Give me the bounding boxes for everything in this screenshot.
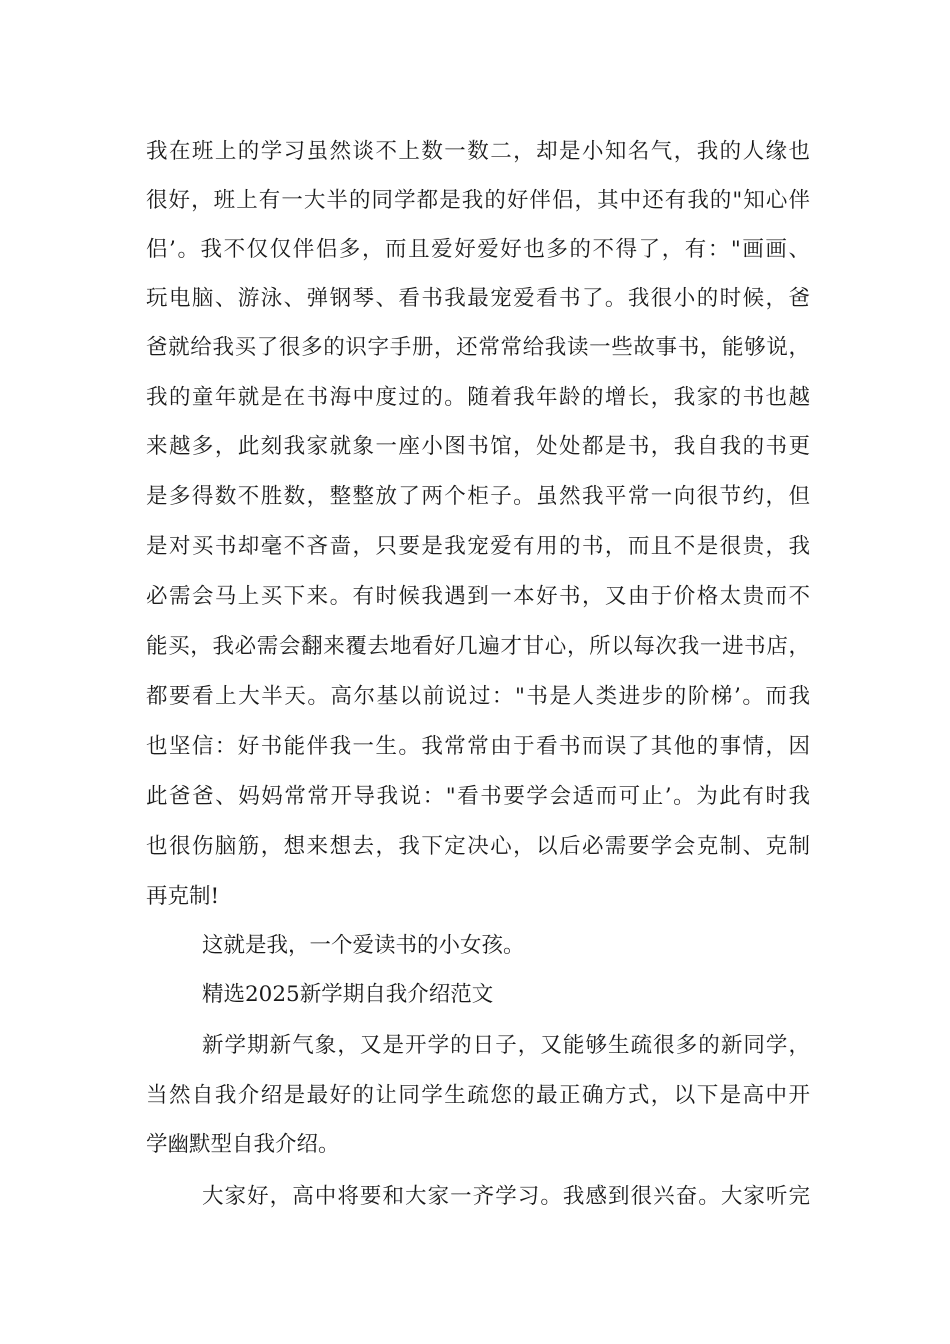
text-line: 是对买书却毫不吝啬，只要是我宠爱有用的书，而且不是很贵，我 <box>146 534 810 559</box>
text-line: 我的童年就是在书海中度过的。随着我年龄的增长，我家的书也越 <box>146 385 810 410</box>
text-line: 新学期新气象，又是开学的日子，又能够生疏很多的新同学， <box>202 1033 810 1058</box>
text-line: 大家好，高中将要和大家一齐学习。我感到很兴奋。大家听完 <box>202 1184 810 1209</box>
text-line: 也坚信：好书能伴我一生。我常常由于看书而误了其他的事情，因 <box>146 734 810 759</box>
text-line: 爸就给我买了很多的识字手册，还常常给我读一些故事书，能够说， <box>146 335 810 360</box>
text-line: 是多得数不胜数，整整放了两个柜子。虽然我平常一向很节约，但 <box>146 484 810 509</box>
text-line: 也很伤脑筋，想来想去，我下定决心，以后必需要学会克制、克制 <box>146 834 810 859</box>
text-line: 当然自我介绍是最好的让同学生疏您的最正确方式，以下是高中开 <box>146 1083 810 1108</box>
text-line: 我在班上的学习虽然谈不上数一数二，却是小知名气，我的人缘也 <box>146 139 810 164</box>
text-line: 玩电脑、游泳、弹钢琴、看书我最宠爱看书了。我很小的时候，爸 <box>146 286 810 311</box>
text-line: 必需会马上买下来。有时候我遇到一本好书，又由于价格太贵而不 <box>146 584 810 609</box>
text-line: 此爸爸、妈妈常常开导我说："看书要学会适而可止’。为此有时我 <box>146 784 810 809</box>
section-heading: 精选2025新学期自我介绍范文 <box>202 982 494 1007</box>
text-line: 很好，班上有一大半的同学都是我的好伴侣，其中还有我的"知心伴 <box>146 188 810 213</box>
text-line: 再克制! <box>146 884 220 909</box>
text-line: 能买，我必需会翻来覆去地看好几遍才甘心，所以每次我一进书店， <box>146 634 810 659</box>
text-line: 学幽默型自我介绍。 <box>146 1132 340 1157</box>
text-line: 侣’。我不仅仅伴侣多，而且爱好爱好也多的不得了，有："画画、 <box>146 237 810 262</box>
text-line: 都要看上大半天。高尔基以前说过："书是人类进步的阶梯’。而我 <box>146 684 810 709</box>
text-line: 来越多，此刻我家就象一座小图书馆，处处都是书，我自我的书更 <box>146 434 810 459</box>
text-line: 这就是我，一个爱读书的小女孩。 <box>202 933 525 958</box>
